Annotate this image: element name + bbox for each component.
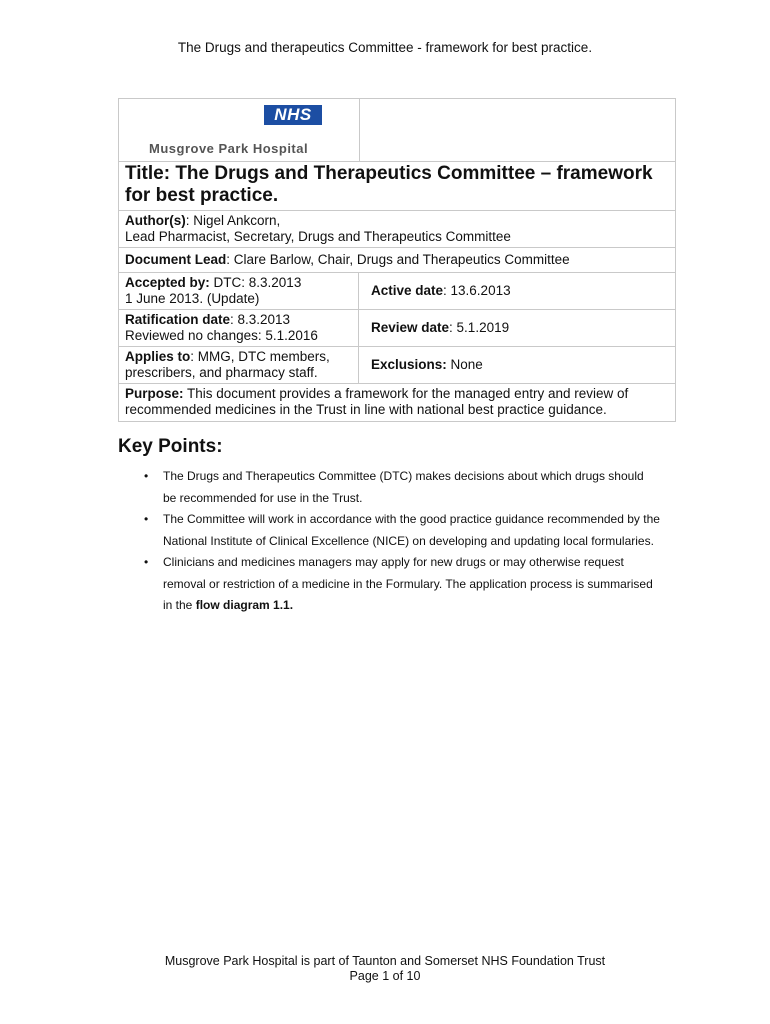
purpose-row (119, 383, 675, 421)
document-title: Title: The Drugs and Therapeutics Committee – framework for best practice. (125, 163, 653, 206)
logo-row (119, 99, 675, 161)
authors-row (119, 210, 675, 247)
ratification-label: Ratification date (125, 312, 231, 327)
active-date-cell (359, 273, 675, 309)
empty-cell (360, 99, 675, 161)
accepted-update: 1 June 2013. (Update) (125, 291, 260, 306)
applies-label: Applies to (125, 349, 191, 364)
bullet-icon: • (144, 512, 149, 526)
authors-label: Author(s) (125, 213, 186, 228)
applies-cell (119, 347, 359, 383)
key-points-heading: Key Points: (118, 436, 223, 457)
lead-cell (119, 248, 576, 272)
exclusions-cell (359, 347, 675, 383)
document-info-table (118, 98, 676, 422)
active-value: : 13.6.2013 (443, 283, 511, 298)
authors-role: Lead Pharmacist, Secretary, Drugs and Therapeutics Committee (125, 229, 511, 244)
accepted-label: Accepted by: (125, 275, 210, 290)
active-label: Active date (371, 283, 444, 298)
accepted-cell (119, 273, 359, 309)
flow-diagram-reference: flow diagram 1.1. (195, 598, 294, 612)
review-date-cell (359, 310, 675, 346)
hospital-name: Musgrove Park Hospital (149, 141, 309, 156)
lead-value: : Clare Barlow, Chair, Drugs and Therapeutics Committee (226, 252, 570, 267)
ratification-row (119, 309, 675, 346)
review-value: : 5.1.2019 (449, 320, 510, 335)
bullet-icon: • (144, 469, 149, 483)
authors-cell (119, 211, 517, 247)
page-footer (0, 954, 770, 984)
logo-cell (119, 99, 360, 161)
ratification-reviewed: Reviewed no changes: 5.1.2016 (125, 328, 318, 343)
exclusions-value: None (446, 357, 483, 372)
bullet-icon: • (144, 555, 149, 569)
authors-value: : Nigel Ankcorn, (185, 213, 281, 228)
purpose-cell (119, 384, 675, 421)
accepted-row (119, 272, 675, 309)
purpose-value: This document provides a framework for the managed entry and review of recommended medicines in the Trust in line with national best practice guidance. (125, 386, 629, 417)
title-row (119, 161, 675, 210)
list-item (140, 466, 660, 509)
review-label: Review date (371, 320, 450, 335)
lead-label: Document Lead (125, 252, 227, 267)
lead-row (119, 247, 675, 272)
key-point-text: The Drugs and Therapeutics Committee (DTC) makes decisions about which drugs should be recommended for use in the Trust. (163, 469, 644, 505)
applies-value: : MMG, DTC members, (190, 349, 330, 364)
applies-audience: prescribers, and pharmacy staff. (125, 365, 318, 380)
list-item (140, 552, 660, 617)
accepted-value: DTC: 8.3.2013 (209, 275, 302, 290)
key-points-list (140, 466, 660, 617)
ratification-value: : 8.3.2013 (230, 312, 291, 327)
key-point-text: The Committee will work in accordance with the good practice guidance recommended by the National Institute of Clinical Excellence (NICE) on developing and updating local formularies. (163, 512, 660, 548)
ratification-cell (119, 310, 359, 346)
page-number: Page 1 of 10 (349, 969, 421, 983)
purpose-label: Purpose: (125, 386, 184, 401)
running-header: The Drugs and therapeutics Committee - framework for best practice. (177, 40, 593, 55)
applies-row (119, 346, 675, 383)
list-item (140, 509, 660, 552)
key-point-text: Clinicians and medicines managers may apply for new drugs or may otherwise request removal or restriction of a medicine in the Formulary. The application process is summarised in the (163, 555, 653, 612)
nhs-logo: NHS (264, 105, 322, 125)
exclusions-label: Exclusions: (371, 357, 447, 372)
footer-trust-line: Musgrove Park Hospital is part of Taunton and Somerset NHS Foundation Trust (164, 954, 606, 968)
